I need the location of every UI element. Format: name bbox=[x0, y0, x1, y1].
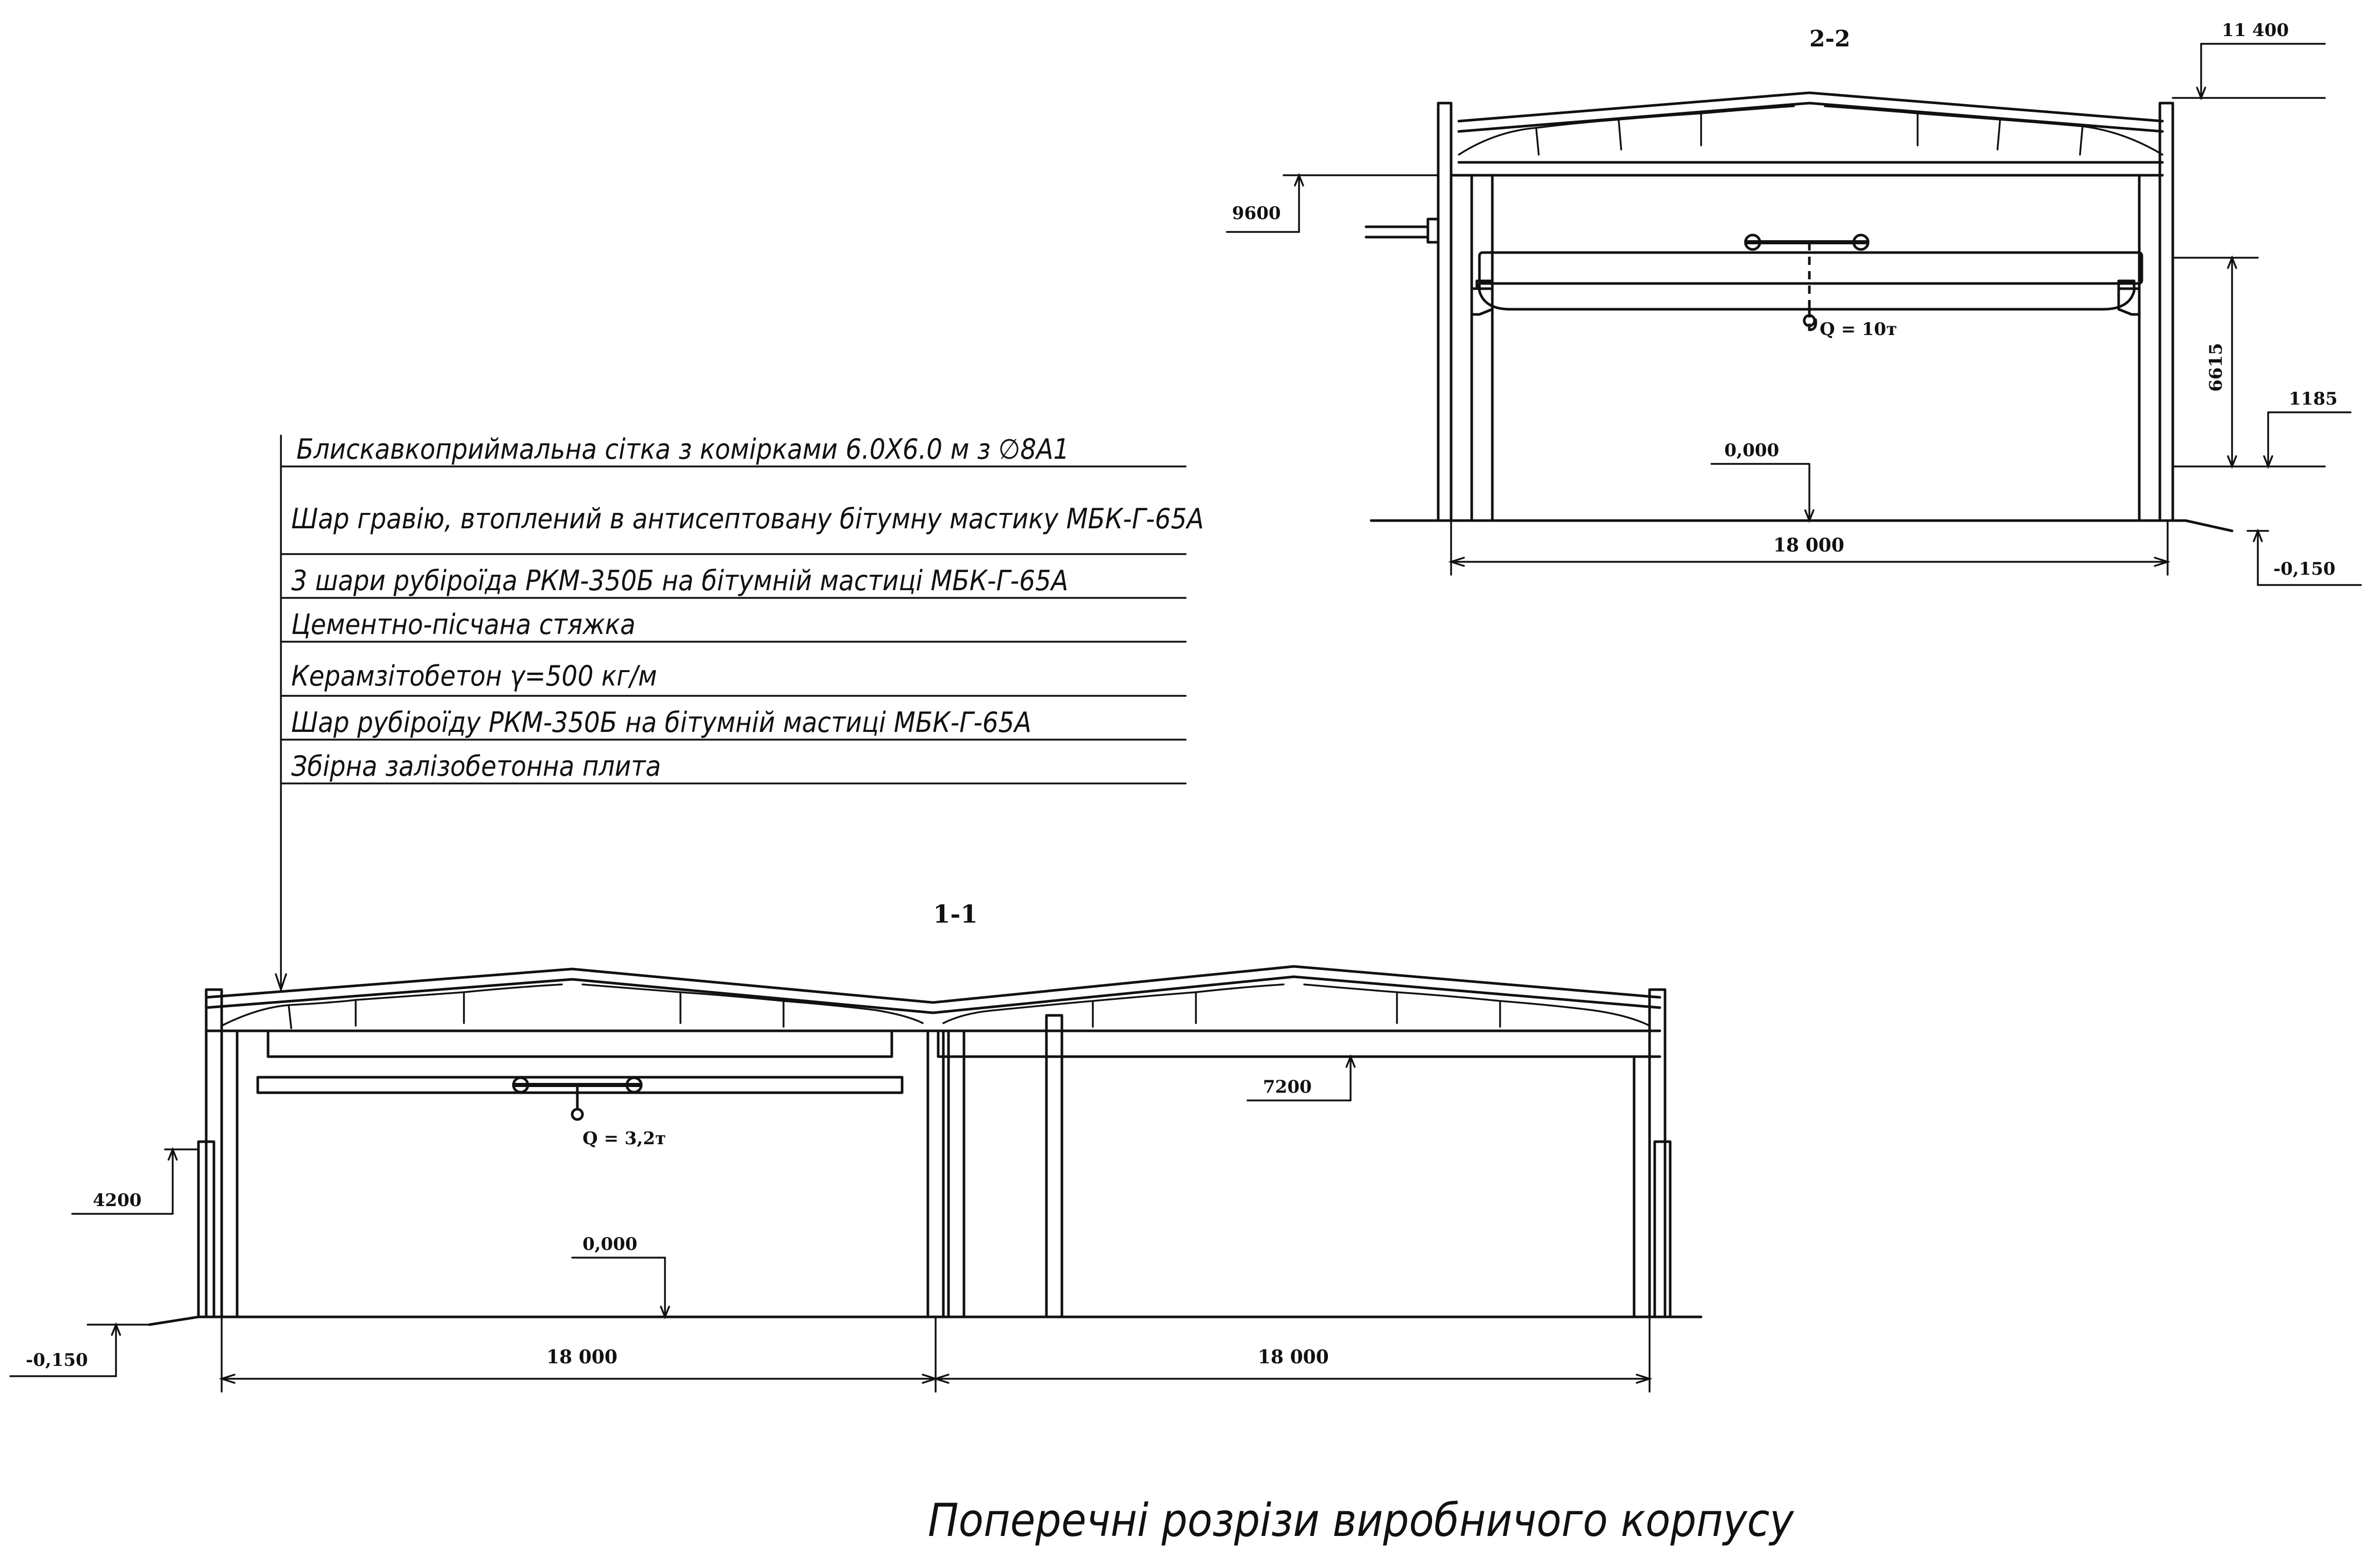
roof-layer-4: Цементно-пісчана стяжка bbox=[291, 608, 636, 641]
elev-2-2-top: 11 400 bbox=[2222, 20, 2289, 41]
section-1-1-title: 1-1 bbox=[933, 900, 978, 929]
section-2-2-crane-load: Q = 10т bbox=[1820, 319, 1898, 340]
elev-1-1-4200: 4200 bbox=[93, 1190, 142, 1211]
section-1-1-crane bbox=[258, 1077, 902, 1149]
section-1-1-elevations bbox=[10, 1057, 1392, 1376]
dim-1-1-span-left: 18 000 bbox=[546, 1346, 618, 1368]
roof-layer-2: Шар гравію, втоплений в антисептовану бітумну мастику МБК-Г-65А bbox=[291, 503, 1204, 535]
section-2-2-span-dimension bbox=[1451, 521, 2168, 575]
roof-layer-5: Керамзітобетон γ=500 кг/м bbox=[291, 660, 657, 692]
section-2-2-floor bbox=[1371, 521, 2232, 531]
section-1-1 bbox=[10, 900, 1701, 1392]
elev-2-2-1185: 1185 bbox=[2289, 389, 2338, 409]
dim-1-1-span-right: 18 000 bbox=[1258, 1346, 1329, 1368]
roof-layers-callout bbox=[276, 433, 1204, 990]
roof-layer-6: Шар рубіроїду РКМ-350Б на бітумній мастиці МБК-Г-65А bbox=[291, 706, 1031, 739]
elev-2-2-zero: 0,000 bbox=[1724, 440, 1779, 461]
section-1-1-span-dimensions bbox=[222, 1317, 1650, 1392]
section-2-2-title: 2-2 bbox=[1809, 26, 1851, 52]
dim-2-2-span: 18 000 bbox=[1773, 534, 1844, 556]
roof-layer-3: 3 шари рубіроїда РКМ-350Б на бітумній мастиці МБК-Г-65А bbox=[291, 564, 1069, 597]
elev-2-2-9600: 9600 bbox=[1232, 203, 1281, 224]
elev-1-1-zero: 0,000 bbox=[582, 1234, 638, 1255]
elev-1-1-minus: -0,150 bbox=[26, 1350, 88, 1371]
elev-1-1-7200: 7200 bbox=[1263, 1077, 1312, 1097]
roof-layer-1: Блискавкоприймальна сітка з комірками 6.0Х6.0 м з ∅8А1 bbox=[296, 433, 1070, 465]
dim-2-2-6615: 6615 bbox=[2206, 343, 2226, 392]
section-2-2-roof-truss bbox=[1459, 93, 2162, 175]
section-1-1-crane-load: Q = 3,2т bbox=[582, 1128, 666, 1149]
drawing-caption: Поперечні розрізи виробничого корпусу bbox=[928, 1494, 1794, 1547]
section-2-2-crane bbox=[1479, 235, 2142, 340]
section-1-1-floor bbox=[149, 1317, 1701, 1325]
section-1-1-columns bbox=[198, 990, 1670, 1317]
roof-layer-7: Збірна залізобетонна плита bbox=[291, 750, 661, 782]
elev-2-2-minus: -0,150 bbox=[2273, 559, 2336, 579]
section-2-2 bbox=[1227, 20, 2361, 585]
section-1-1-roof bbox=[206, 966, 1660, 1057]
